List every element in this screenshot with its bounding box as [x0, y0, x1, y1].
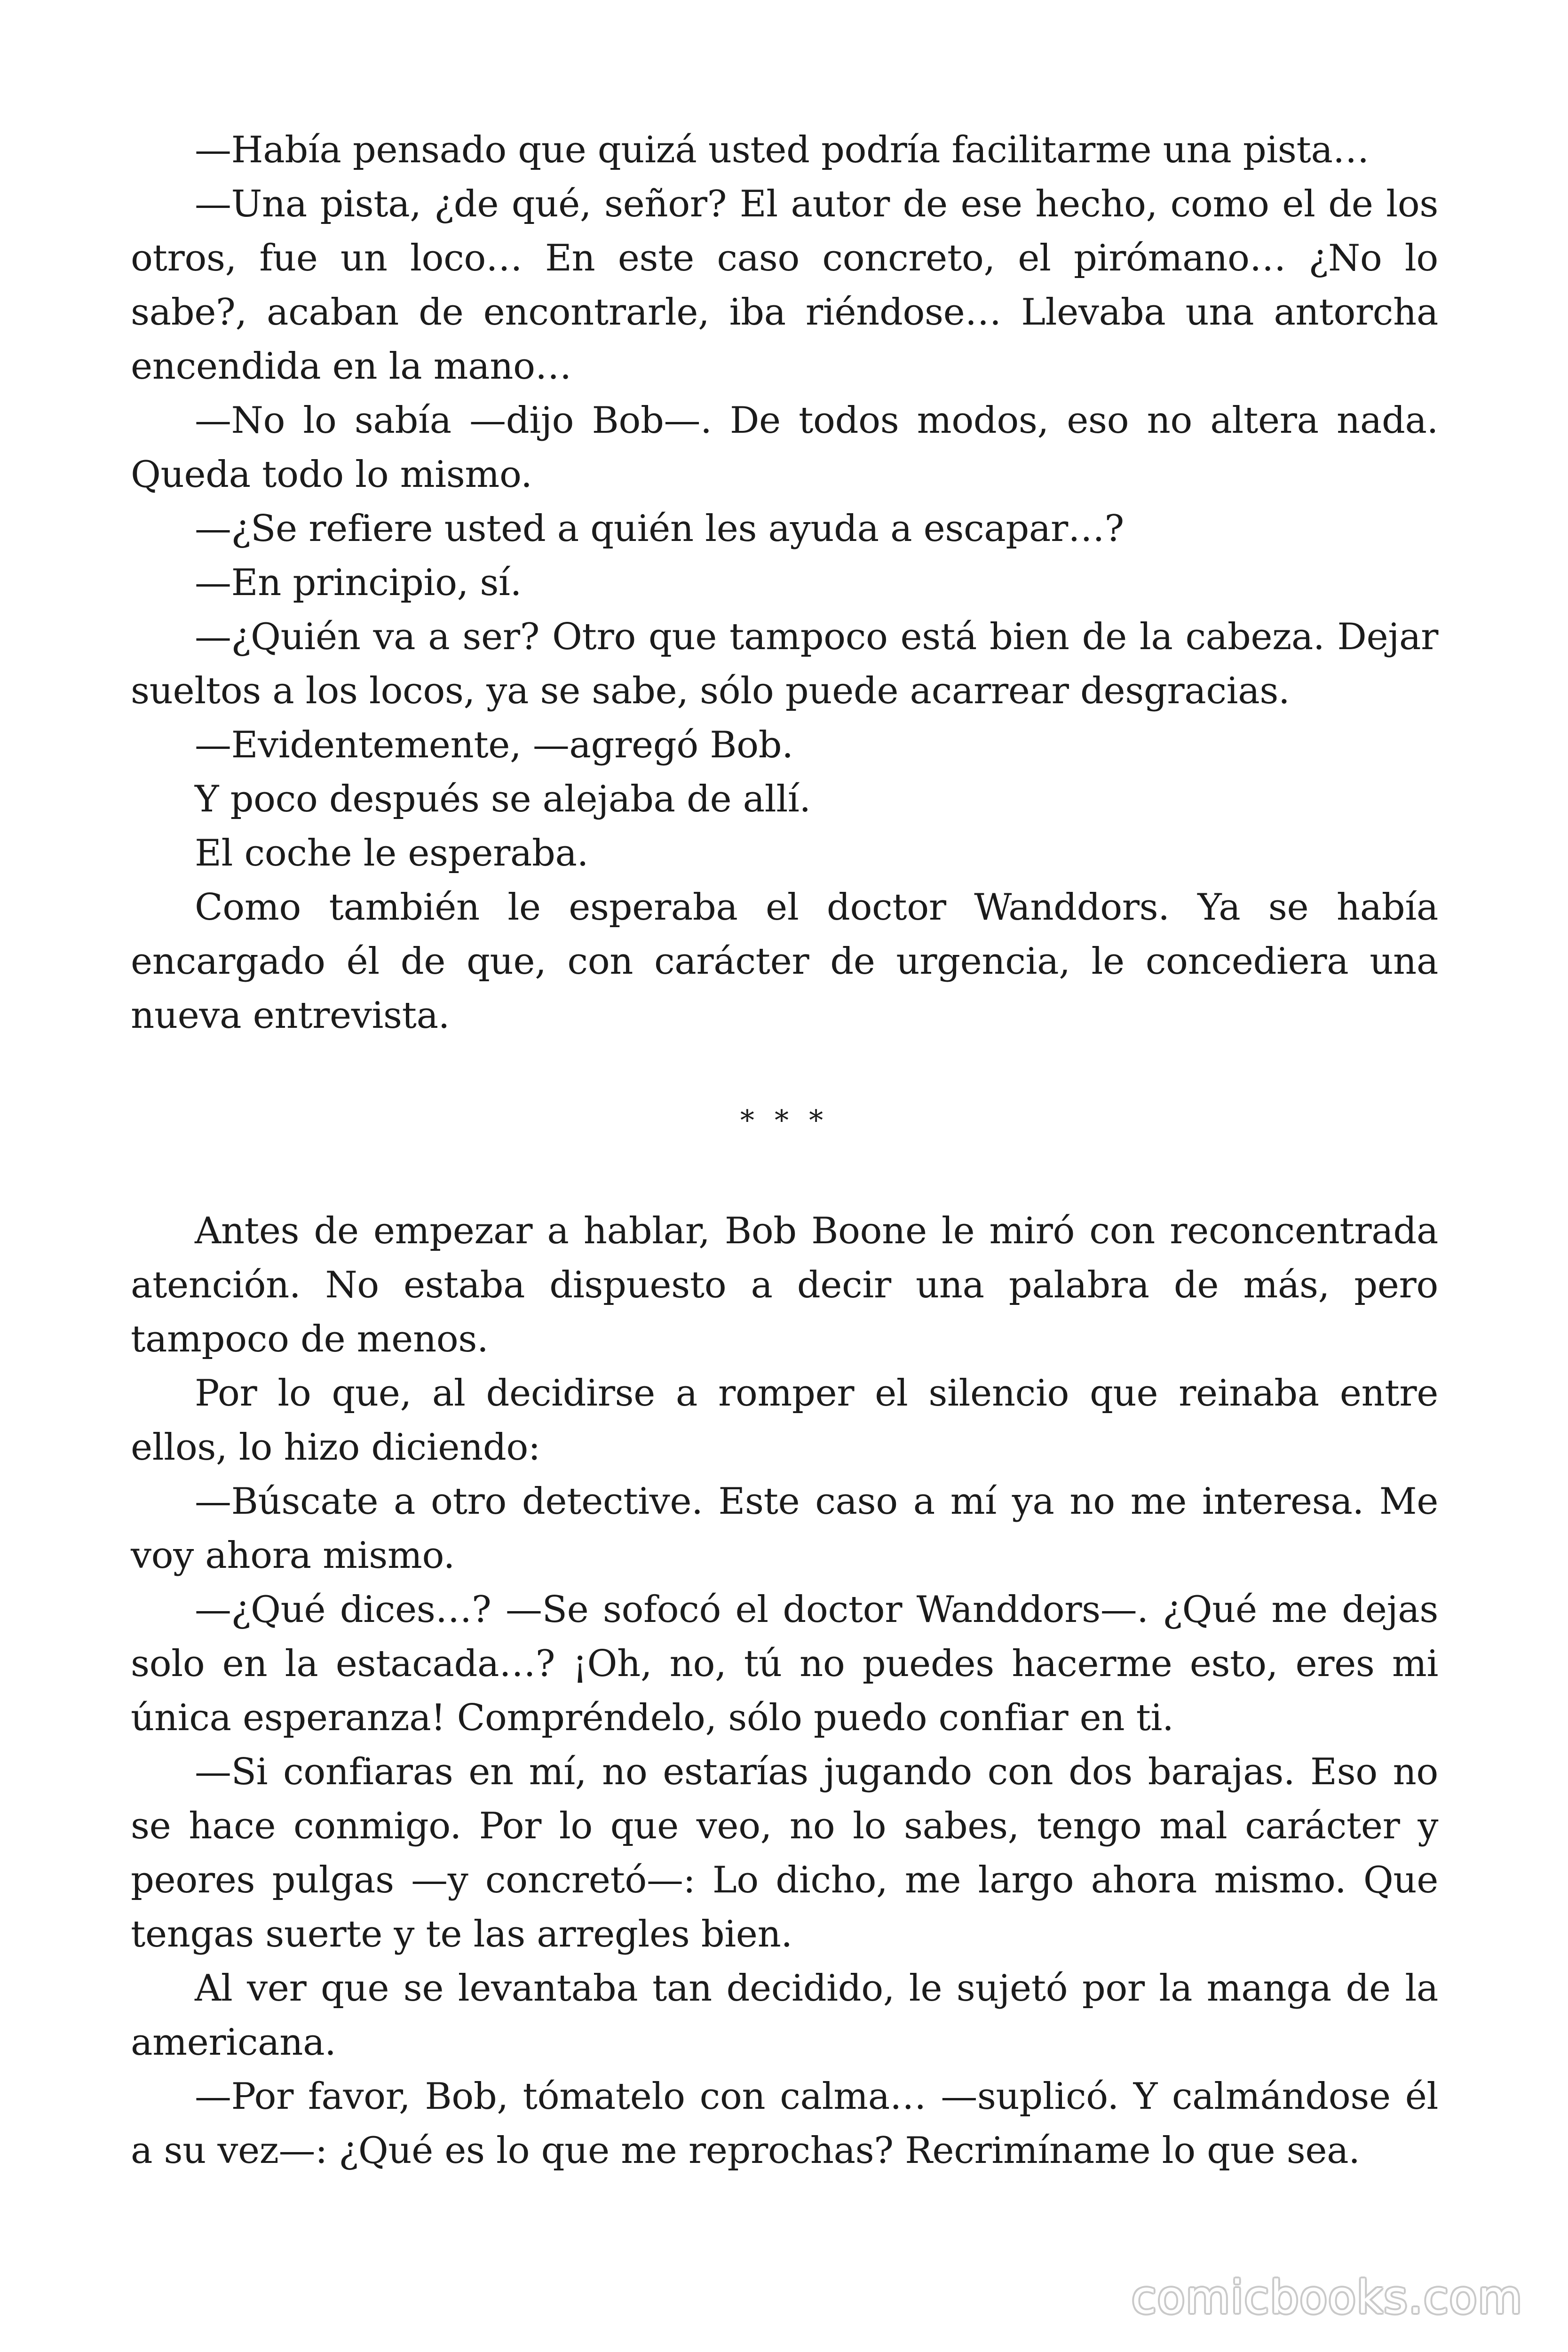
paragraph: —Búscate a otro detective. Este caso a mí ya no me interesa. Me voy ahora mismo. [131, 1480, 1438, 1577]
paragraph: —Evidentemente, —agregó Bob. [195, 724, 793, 766]
paragraph: Al ver que se levantaba tan decidido, le sujetó por la manga de la americana. [131, 1967, 1438, 2064]
paragraph: —Por favor, Bob, tómatelo con calma… —suplicó. Y calmándose él a su vez—: ¿Qué es lo que me reprochas? Recrimíname lo que sea. [131, 2075, 1438, 2172]
section-two [131, 1204, 1438, 2178]
paragraph: —Si confiaras en mí, no estarías jugando con dos barajas. Eso no se hace conmigo. Por lo que veo, no lo sabes, tengo mal carácter y peores pulgas —y concretó—: Lo dicho, me largo ahora mismo. Que tengas suerte y te las arregles bien. [131, 1751, 1438, 1955]
paragraph: Y poco después se alejaba de allí. [195, 778, 811, 820]
paragraph: —Una pista, ¿de qué, señor? El autor de ese hecho, como el de los otros, fue un loco… En este caso concreto, el pirómano… ¿No lo sabe?, acaban de encontrarle, iba riéndose… Llevaba una antorcha encendida en la mano… [131, 183, 1438, 388]
section-one [131, 123, 1438, 1043]
paragraph: —No lo sabía —dijo Bob—. De todos modos, eso no altera nada. Queda todo lo mismo. [131, 399, 1438, 496]
paragraph: Como también le esperaba el doctor Wanddors. Ya se había encargado él de que, con carácter de urgencia, le concediera una nueva entrevista. [131, 886, 1438, 1037]
paragraph: Por lo que, al decidirse a romper el silencio que reinaba entre ellos, lo hizo diciendo: [131, 1372, 1438, 1469]
page-body [131, 123, 1438, 2178]
paragraph: —¿Se refiere usted a quién les ayuda a escapar…? [195, 508, 1124, 550]
paragraph: —¿Qué dices…? —Se sofocó el doctor Wanddors—. ¿Qué me dejas solo en la estacada…? ¡Oh, no, tú no puedes hacerme esto, eres mi única esperanza! Compréndelo, sólo puedo confiar en ti. [131, 1589, 1438, 1739]
paragraph: —Había pensado que quizá usted podría facilitarme una pista… [195, 129, 1370, 171]
paragraph: El coche le esperaba. [195, 832, 588, 874]
scene-break-separator: * * * [740, 1104, 829, 1137]
paragraph: —¿Quién va a ser? Otro que tampoco está bien de la cabeza. Dejar sueltos a los locos, ya se sabe, sólo puede acarrear desgracias. [131, 616, 1438, 712]
paragraph: Antes de empezar a hablar, Bob Boone le miró con reconcentrada atención. No estaba dispuesto a decir una palabra de más, pero tampoco de menos. [131, 1210, 1438, 1360]
paragraph: —En principio, sí. [195, 562, 522, 604]
watermark: comicbooks.com [1131, 2271, 1523, 2324]
